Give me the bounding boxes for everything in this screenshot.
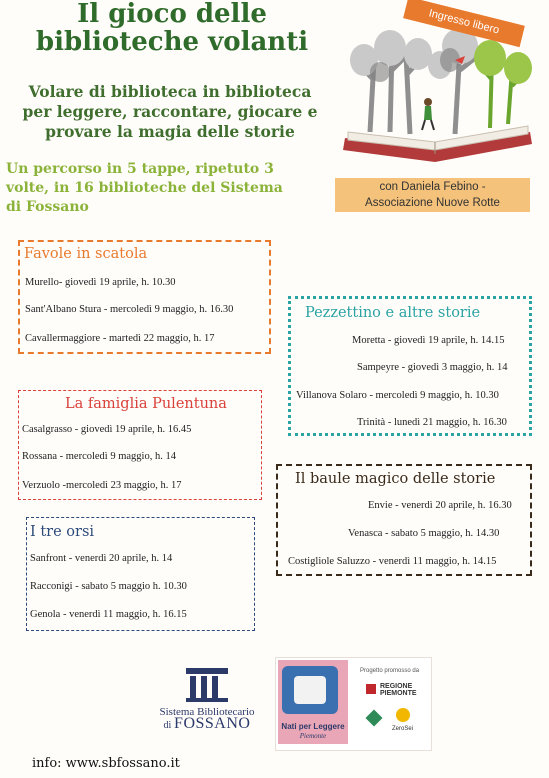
list-item: Rossana - mercoledì 9 maggio, h. 14 (22, 451, 176, 462)
list-item: Envie - venerdì 20 aprile, h. 16.30 (368, 500, 512, 511)
section-pulentuna-title: La famiglia Pulentuna (65, 396, 227, 412)
list-item: Cavallermaggiore - martedì 22 maggio, h. 17 (25, 333, 215, 344)
free-entry-badge: Ingresso libero (403, 0, 525, 47)
page-title: Il gioco delle biblioteche volanti (35, 0, 309, 57)
credit-box: con Daniela Febino - Associazione Nuove Rotte (335, 178, 530, 212)
section-pezzettino-title: Pezzettino e altre storie (305, 305, 481, 321)
list-item: Murello- giovedì 19 aprile, h. 10.30 (25, 277, 176, 288)
library-building-icon (182, 664, 232, 704)
list-item: Sant'Albano Stura - mercoledì 9 maggio, h. 16.30 (25, 304, 234, 315)
subtitle: Volare di biblioteca in biblioteca per leggere, raccontare, giocare e provare la magia delle storie (22, 82, 318, 141)
book-icon (294, 676, 326, 704)
list-item: Venasca - sabato 5 maggio, h. 14.30 (348, 528, 500, 539)
list-item: Verzuolo -mercoledì 23 maggio, h. 17 (22, 480, 182, 491)
regione-piemonte-logo: REGIONE PIEMONTE (380, 683, 417, 697)
list-item: Racconigi - sabato 5 maggio h. 10.30 (30, 581, 187, 592)
section-orsi-title: I tre orsi (30, 524, 95, 540)
section-baule-title: Il baule magico delle storie (295, 471, 496, 487)
list-item: Genola - venerdì 11 maggio, h. 16.15 (30, 609, 187, 620)
list-item: Sanfront - venerdì 20 aprile, h. 14 (30, 553, 173, 564)
npl-logo: Nati per Leggere Piemonte (278, 660, 348, 744)
list-item: Sampeyre - giovedì 3 maggio, h. 14 (357, 362, 508, 373)
list-item: Casalgrasso - giovedì 19 aprile, h. 16.45 (22, 424, 192, 435)
regione-piemonte-emblem (366, 684, 376, 694)
section-favole-title: Favole in scatola (24, 246, 148, 262)
zerosei-icon (396, 708, 410, 722)
library-system-logo: Sistema Bibliotecario di FOSSANO (159, 706, 255, 732)
list-item: Moretta - giovedì 19 aprile, h. 14.15 (352, 335, 505, 346)
route-description: Un percorso in 5 tappe, ripetuto 3 volte, in 16 biblioteche del Sistema di Fossano (6, 161, 283, 215)
list-item: Villanova Solaro - mercoledì 9 maggio, h. 10.30 (296, 390, 499, 401)
list-item: Costigliole Saluzzo - venerdì 11 maggio, h. 14.15 (288, 556, 497, 567)
info-link[interactable]: info: www.sbfossano.it (32, 756, 180, 771)
list-item: Trinità - lunedì 21 maggio, h. 16.30 (357, 417, 507, 428)
